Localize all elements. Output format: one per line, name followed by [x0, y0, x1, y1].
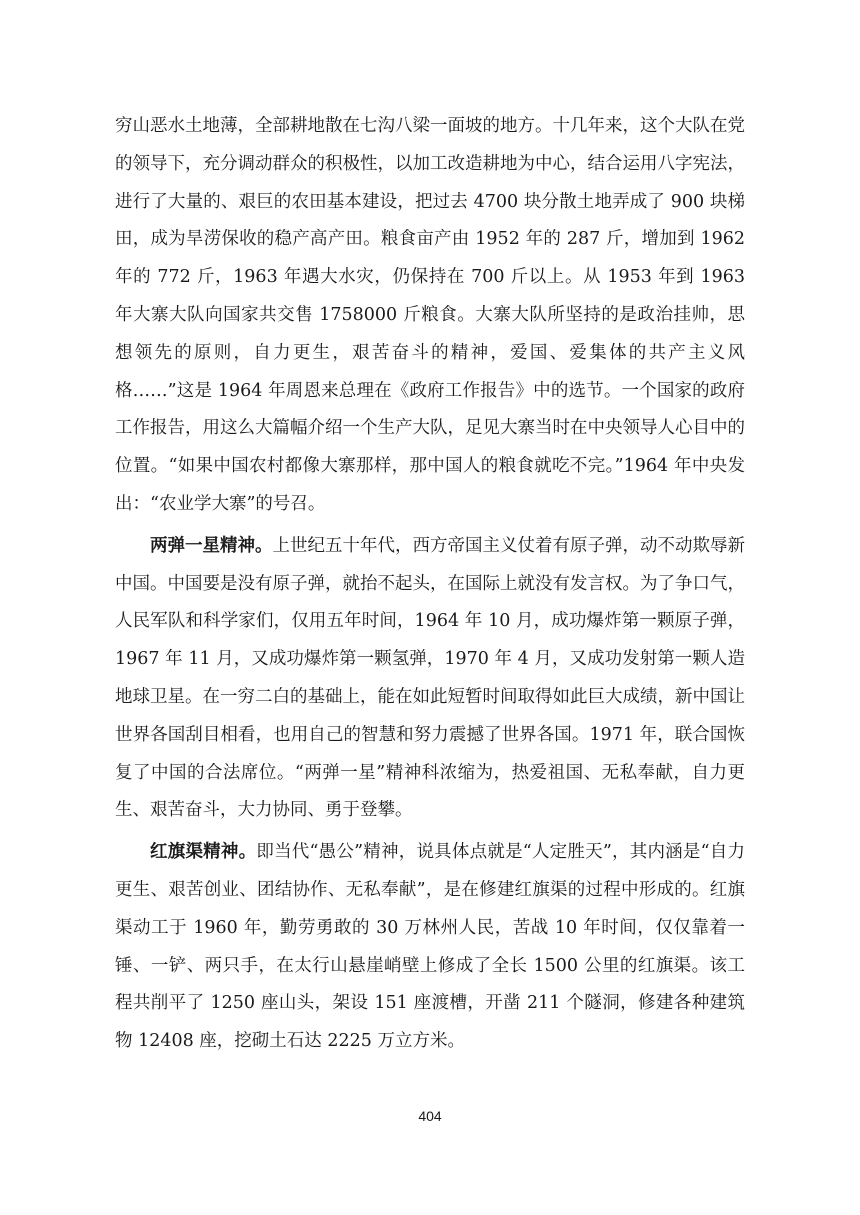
body-text: [115, 108, 745, 1061]
paragraph-lead-heading: 红旗渠精神。: [150, 842, 257, 863]
paragraph-red-flag-canal: [115, 834, 745, 1061]
paragraph-text: 穷山恶水土地薄，全部耕地散在七沟八梁一面坡的地方。十几年来，这个大队在党的领导下，充分调动群众的积极性，以加工改造耕地为中心，结合运用八字宪法，进行了大量的、艰巨的农田基本建设，把过去 4700 块分散土地弄成了 900 块梯田，成为旱涝保收的稳产高产田。粮食亩产由 1952 年的 287 斤，增加到 1962 年的 772 斤，1963 年遇大水灾，仍保持在 700 斤以上。从 1953 年到 1963 年大寨大队向国家共交售 1758000 斤粮食。大寨大队所坚持的是政治挂帅，思想领先的原则，自力更生，艰苦奋斗的精神，爱国、爱集体的共产主义风格……”这是 1964 年周恩来总理在《政府工作报告》中的选节。一个国家的政府工作报告，用这么大篇幅介绍一个生产大队，足见大寨当时在中央领导人心目中的位置。“如果中国农村都像大寨那样，那中国人的粮食就吃不完。”1964 年中央发出：“农业学大寨”的号召。: [115, 116, 745, 514]
paragraph-two-bombs-one-satellite: [115, 528, 745, 830]
page-number: 404: [418, 1108, 442, 1124]
paragraph-text: 即当代“愚公”精神，说具体点就是“人定胜天”，其内涵是“自力更生、艰苦创业、团结协作、无私奉献”，是在修建红旗渠的过程中形成的。红旗渠动工于 1960 年，勤劳勇敢的 30 万林州人民，苦战 10 年时间，仅仅靠着一锤、一铲、两只手，在太行山悬崖峭壁上修成了全长 1500 公里的红旗渠。该工程共削平了 1250 座山头，架设 151 座渡槽，开凿 211 个隧洞，修建各种建筑物 12408 座，挖砌土石达 2225 万立方米。: [115, 842, 746, 1052]
paragraph-lead-heading: 两弹一星精神。: [150, 535, 273, 556]
paragraph-text: 上世纪五十年代，西方帝国主义仗着有原子弹，动不动欺辱新中国。中国要是没有原子弹，就抬不起头，在国际上就没有发言权。为了争口气，人民军队和科学家们，仅用五年时间，1964 年 10 月，成功爆炸第一颗原子弹，1967 年 11 月，又成功爆炸第一颗氢弹，1970 年 4 月，又成功发射第一颗人造地球卫星。在一穷二白的基础上，能在如此短暂时间取得如此巨大成绩，新中国让世界各国刮目相看，也用自己的智慧和努力震撼了世界各国。1971 年，联合国恢复了中国的合法席位。“两弹一星”精神科浓缩为，热爱祖国、无私奉献，自力更生、艰苦奋斗，大力协同、勇于登攀。: [115, 535, 745, 821]
paragraph-dazhai: [115, 108, 745, 524]
